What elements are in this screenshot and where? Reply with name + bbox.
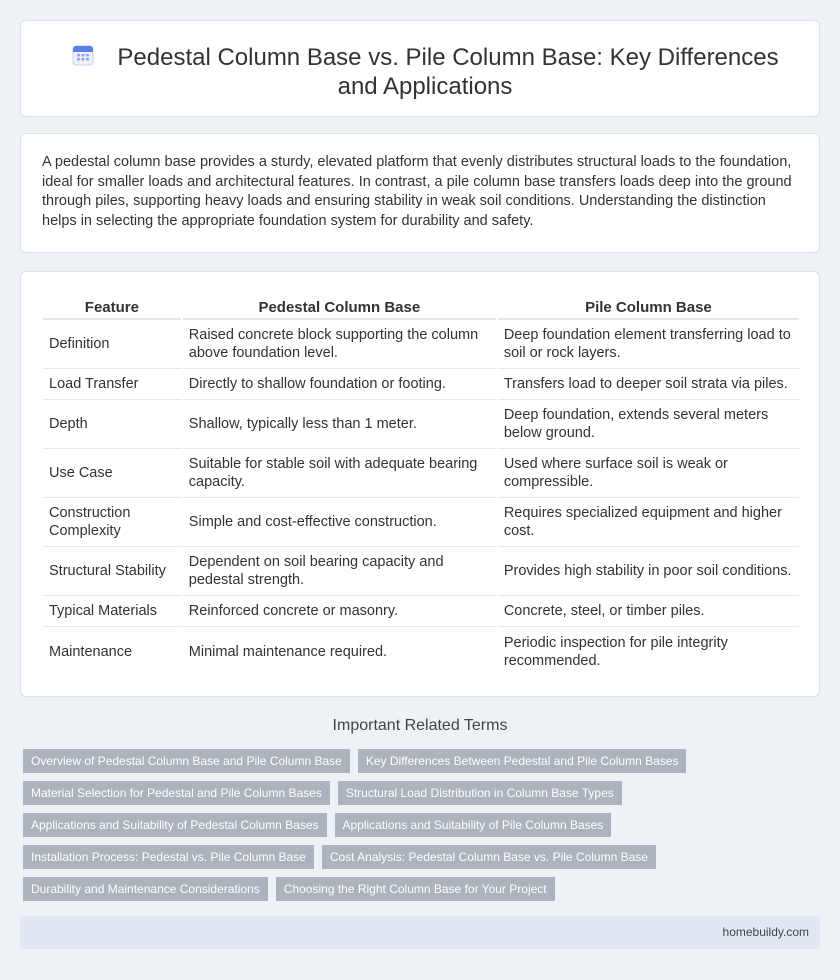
table-row: [43, 498, 799, 547]
related-term-link[interactable]: Structural Load Distribution in Column Base Types: [338, 781, 622, 805]
footer-bar: [20, 916, 820, 949]
related-term-link[interactable]: Applications and Suitability of Pile Column Bases: [335, 813, 612, 837]
table-row: [43, 547, 799, 596]
header-card: [20, 20, 820, 117]
table-header-row: [43, 296, 799, 320]
feature-cell: Construction Complexity: [43, 498, 181, 547]
table-row: [43, 369, 799, 400]
table-row: [43, 449, 799, 498]
feature-cell: Depth: [43, 400, 181, 449]
tag-row: [23, 877, 813, 901]
feature-cell: Typical Materials: [43, 596, 181, 627]
table-row: [43, 596, 799, 627]
pedestal-cell: Directly to shallow foundation or footing.: [183, 369, 496, 400]
related-term-link[interactable]: Durability and Maintenance Considerations: [23, 877, 268, 901]
feature-cell: Definition: [43, 320, 181, 369]
tag-row: [23, 813, 813, 837]
pile-cell: Transfers load to deeper soil strata via piles.: [498, 369, 799, 400]
pile-cell: Periodic inspection for pile integrity recommended.: [503, 634, 728, 669]
feature-cell: Maintenance: [49, 643, 133, 660]
feature-cell: Load Transfer: [43, 369, 181, 400]
table-row: [43, 400, 799, 449]
related-term-link[interactable]: Overview of Pedestal Column Base and Pile Column Base: [23, 749, 350, 773]
related-terms-heading: Important Related Terms: [332, 717, 508, 734]
site-link[interactable]: homebuildy.com: [722, 925, 809, 939]
pedestal-cell: Suitable for stable soil with adequate bearing capacity.: [183, 449, 496, 498]
pile-cell: Deep foundation, extends several meters below ground.: [498, 400, 799, 449]
related-term-link[interactable]: Installation Process: Pedestal vs. Pile Column Base: [23, 845, 314, 869]
intro-paragraph: A pedestal column base provides a sturdy, elevated platform that evenly distributes structural loads to the foundation, ideal for smaller loads and architectural features. In contrast, a pile column base transfers loads deep into the ground through piles, supporting heavy loads and ensuring stability in weak soil conditions. Understanding the distinction helps in selecting the appropriate foundation system for durability and safety.: [42, 154, 792, 229]
pedestal-cell: Reinforced concrete or masonry.: [183, 596, 496, 627]
pile-cell: Deep foundation element transferring load to soil or rock layers.: [498, 320, 799, 369]
pedestal-cell: Shallow, typically less than 1 meter.: [183, 400, 496, 449]
pile-cell: Concrete, steel, or timber piles.: [498, 596, 799, 627]
pedestal-cell: Dependent on soil bearing capacity and pedestal strength.: [183, 547, 496, 596]
page-title: Pedestal Column Base vs. Pile Column Base: Key Differences and Applications: [117, 44, 779, 100]
pile-cell: Requires specialized equipment and higher cost.: [498, 498, 799, 547]
feature-cell: Structural Stability: [43, 547, 181, 596]
pedestal-cell: Minimal maintenance required.: [188, 643, 388, 660]
pile-cell: Used where surface soil is weak or compressible.: [498, 449, 799, 498]
header-pedestal: Pedestal Column Base: [183, 296, 496, 320]
comparison-card: [20, 271, 820, 697]
page-title-wrap: [51, 43, 799, 101]
table-row: [43, 627, 799, 676]
header-feature: Feature: [43, 296, 181, 320]
related-term-link[interactable]: Cost Analysis: Pedestal Column Base vs. Pile Column Base: [322, 845, 656, 869]
tag-row: [23, 749, 813, 773]
comparison-table: [41, 296, 801, 676]
pedestal-cell: Raised concrete block supporting the column above foundation level.: [183, 320, 496, 369]
table-row: [43, 320, 799, 369]
related-term-link[interactable]: Material Selection for Pedestal and Pile Column Bases: [23, 781, 330, 805]
tag-row: [23, 845, 813, 869]
header-pile: Pile Column Base: [498, 296, 799, 320]
tag-row: [23, 781, 813, 805]
related-terms-list: [23, 749, 813, 909]
feature-cell: Use Case: [43, 449, 181, 498]
intro-card: [20, 133, 820, 253]
pedestal-cell: Simple and cost-effective construction.: [183, 498, 496, 547]
related-term-link[interactable]: Applications and Suitability of Pedestal Column Bases: [23, 813, 327, 837]
calendar-icon: [71, 43, 95, 67]
related-term-link[interactable]: Key Differences Between Pedestal and Pile Column Bases: [358, 749, 687, 773]
pile-cell: Provides high stability in poor soil conditions.: [498, 547, 799, 596]
related-term-link[interactable]: Choosing the Right Column Base for Your Project: [276, 877, 555, 901]
